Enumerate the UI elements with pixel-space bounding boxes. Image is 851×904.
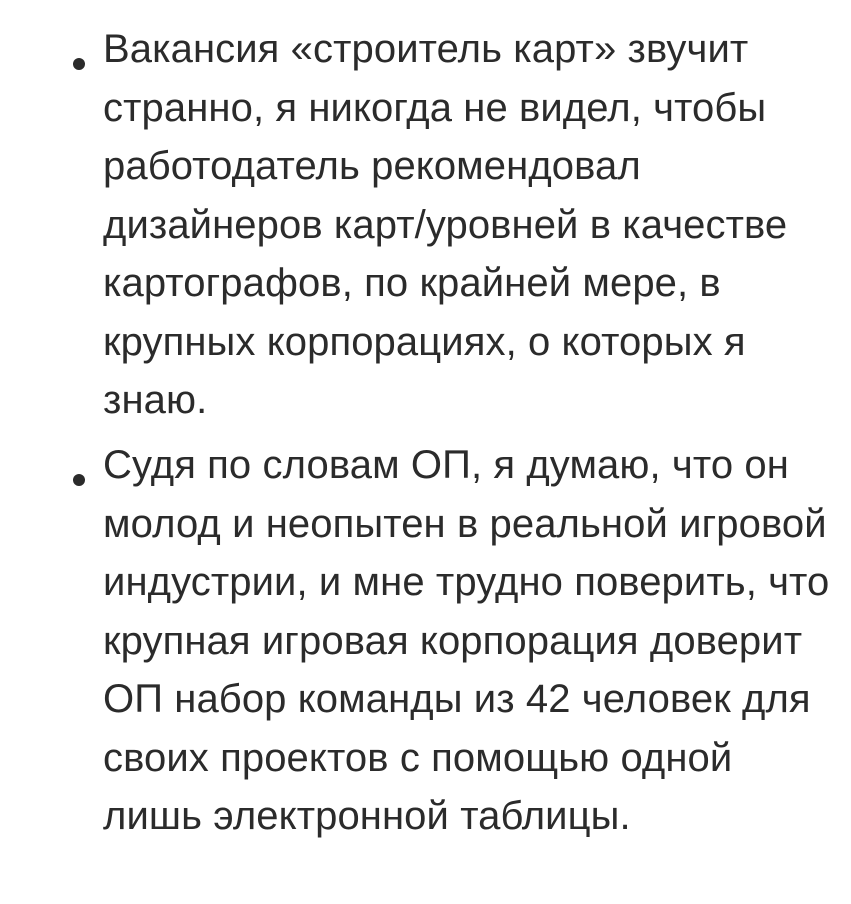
bullet-dot-icon bbox=[73, 58, 85, 70]
bullet-dot-icon bbox=[73, 474, 85, 486]
bullet-text: Вакансия «строитель карт» звучит странно, я никогда не видел, чтобы работодатель рекомендовал дизайнеров карт/уровней в качестве картографов, по крайней мере, в крупных корпорациях, о которых я знаю. bbox=[103, 27, 788, 422]
bullet-text: Судя по словам ОП, я думаю, что он молод и неопытен в реальной игровой индустрии, и мне трудно поверить, что крупная игровая корпорация доверит ОП набор команды из 42 человек для своих проектов с помощью одной лишь электронной таблицы. bbox=[103, 443, 830, 838]
